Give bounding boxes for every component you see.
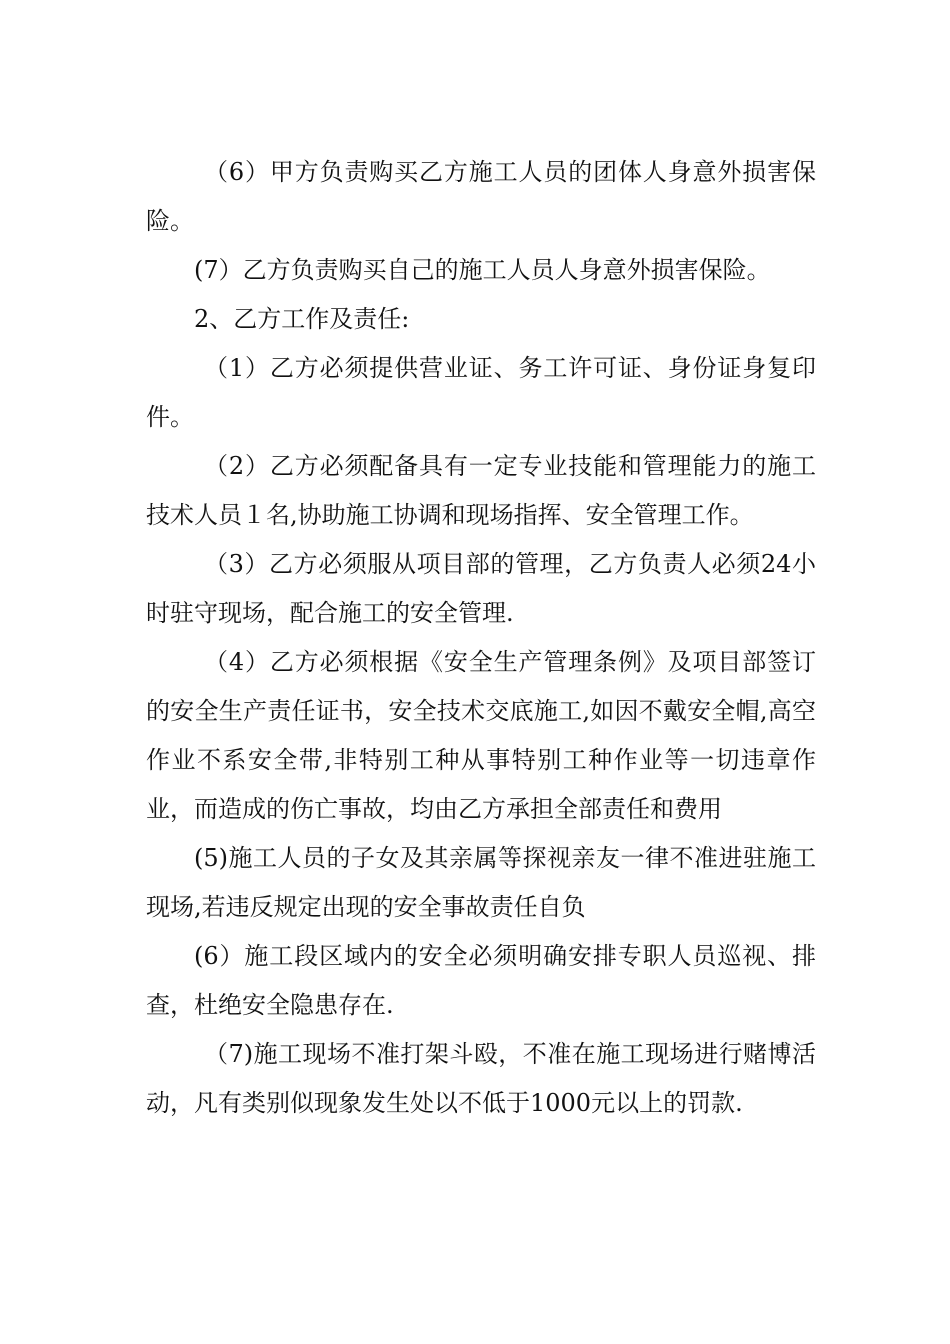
paragraph: (5)施工人员的子女及其亲属等探视亲友一律不准进驻施工现场,若违反规定出现的安全事故责任自负 (146, 844, 816, 921)
paragraph: 2、乙方工作及责任: (194, 305, 410, 333)
paragraph: （3）乙方必须服从项目部的管理，乙方负责人必须24小时驻守现场，配合施工的安全管理. (146, 550, 816, 627)
document-body (146, 148, 816, 1128)
paragraph: (6）施工段区域内的安全必须明确安排专职人员巡视、排查，杜绝安全隐患存在. (146, 942, 816, 1019)
paragraph: （6）甲方负责购买乙方施工人员的团体人身意外损害保险。 (146, 158, 816, 235)
paragraph: (7）乙方负责购买自己的施工人员人身意外损害保险。 (194, 256, 771, 284)
paragraph: （1）乙方必须提供营业证、务工许可证、身份证身复印件。 (146, 354, 816, 431)
paragraph: （4）乙方必须根据《安全生产管理条例》及项目部签订的安全生产责任证书，安全技术交底施工,如因不戴安全帽,高空作业不系安全带,非特别工种从事特别工种作业等一切违章作业，而造成的伤亡事故，均由乙方承担全部责任和费用 (146, 648, 816, 823)
paragraph: （7)施工现场不准打架斗殴，不准在施工现场进行赌博活动，凡有类别似现象发生处以不低于1000元以上的罚款. (146, 1040, 816, 1117)
paragraph: （2）乙方必须配备具有一定专业技能和管理能力的施工技术人员１名,协助施工协调和现场指挥、安全管理工作。 (146, 452, 816, 529)
